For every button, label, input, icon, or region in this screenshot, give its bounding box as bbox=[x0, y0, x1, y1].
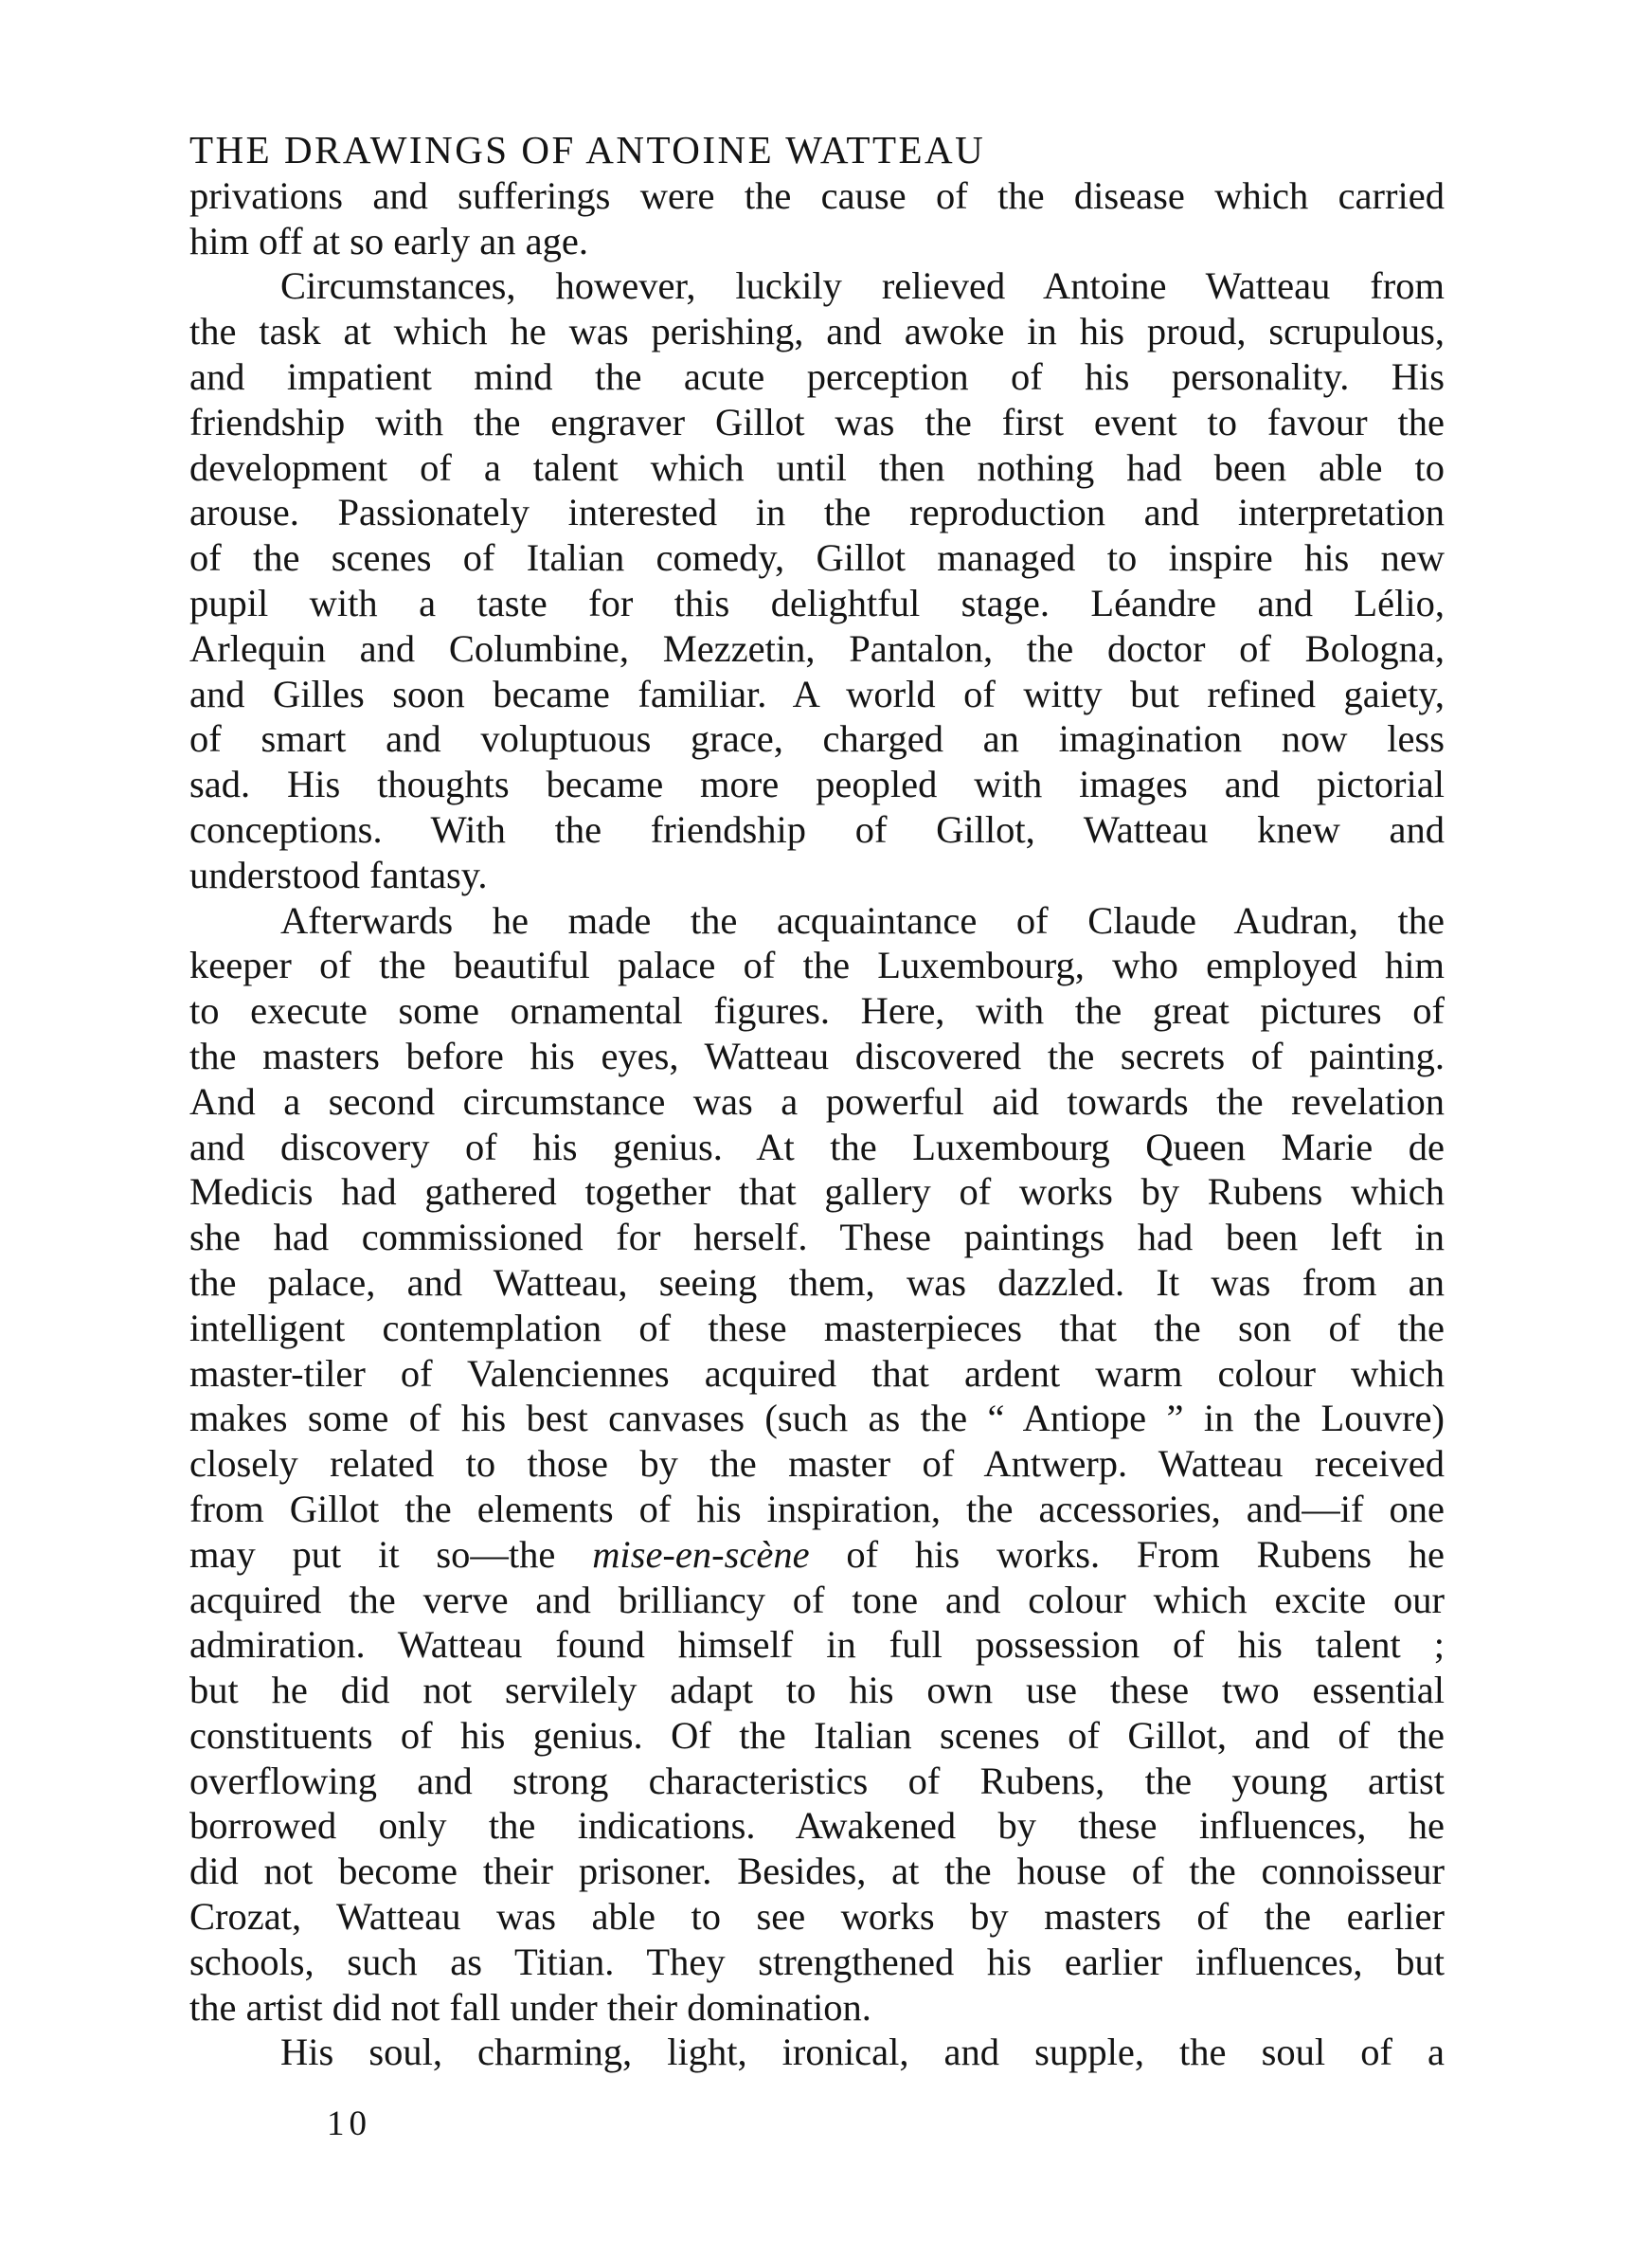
text-line: acquired the verve and brilliancy of tone and colour which excite our bbox=[189, 1578, 1445, 1621]
text-line: overflowing and strong characteristics of Rubens, the young artist bbox=[189, 1759, 1445, 1802]
paragraph-4 bbox=[189, 2030, 1445, 2075]
text-line: from Gillot the elements of his inspiration, the accessories, and—if one bbox=[189, 1487, 1445, 1530]
text-line: conceptions. With the friendship of Gillot, Watteau knew and bbox=[189, 807, 1445, 851]
text-line: His soul, charming, light, ironical, and supple, the soul of a bbox=[280, 2031, 1445, 2074]
text-line: Arlequin and Columbine, Mezzetin, Pantalon, the doctor of Bologna, bbox=[189, 626, 1445, 670]
text-line: borrowed only the indications. Awakened by these influences, he bbox=[189, 1804, 1445, 1848]
page-number: 10 bbox=[327, 2104, 371, 2143]
text-line: Afterwards he made the acquaintance of Claude Audran, the bbox=[280, 898, 1445, 942]
text-line: makes some of his best canvases (such as the “ Antiope ” in the Louvre) bbox=[189, 1397, 1445, 1440]
text-line: keeper of the beautiful palace of the Luxembourg, who employed him bbox=[189, 944, 1445, 987]
text-line: And a second circumstance was a powerful aid towards the revelation bbox=[189, 1079, 1445, 1123]
text-line: friendship with the engraver Gillot was the first event to favour the bbox=[189, 400, 1445, 443]
text-line: closely related to those by the master of Antwerp. Watteau received bbox=[189, 1442, 1445, 1486]
text-line: privations and sufferings were the cause of the disease which carried bbox=[189, 173, 1445, 217]
text-line: Crozat, Watteau was able to see works by masters of the earlier bbox=[189, 1895, 1445, 1939]
text-line: she had commissioned for herself. These paintings had been left in bbox=[189, 1216, 1445, 1259]
text-line: but he did not servilely adapt to his own use these two essential bbox=[189, 1669, 1445, 1712]
text-block bbox=[189, 128, 1445, 2075]
italic-phrase: mise-en-scène bbox=[592, 1532, 810, 1576]
text-line: understood fantasy. bbox=[189, 853, 488, 896]
text-line: and Gilles soon became familiar. A world of witty but refined gaiety, bbox=[189, 672, 1445, 715]
text-line: did not become their prisoner. Besides, at the house of the connoisseur bbox=[189, 1850, 1445, 1893]
text-line: intelligent contemplation of these masterpieces that the son of the bbox=[189, 1306, 1445, 1349]
paragraph-1 bbox=[189, 173, 1445, 264]
text-line: him off at so early an age. bbox=[189, 219, 588, 262]
text-line: sad. His thoughts became more peopled with images and pictorial bbox=[189, 763, 1445, 806]
text-line: arouse. Passionately interested in the reproduction and interpretation bbox=[189, 491, 1445, 534]
running-head: THE DRAWINGS OF ANTOINE WATTEAU bbox=[189, 128, 986, 172]
text-line: the artist did not fall under their domination. bbox=[189, 1985, 871, 2029]
text-line: to execute some ornamental figures. Here, with the great pictures of bbox=[189, 989, 1445, 1033]
text-line: Circumstances, however, luckily relieved Antoine Watteau from bbox=[280, 264, 1445, 308]
paragraph-2 bbox=[189, 263, 1445, 897]
text-line: constituents of his genius. Of the Italian scenes of Gillot, and of the bbox=[189, 1713, 1445, 1757]
text-line: schools, such as Titian. They strengthened his earlier influences, but bbox=[189, 1940, 1445, 1983]
text-line: of smart and voluptuous grace, charged an imagination now less bbox=[189, 717, 1445, 761]
text-line: Medicis had gathered together that gallery of works by Rubens which bbox=[189, 1170, 1445, 1214]
text-fragment: may put it so—the bbox=[189, 1532, 593, 1576]
text-line: the palace, and Watteau, seeing them, was dazzled. It was from an bbox=[189, 1260, 1445, 1304]
paragraph-3 bbox=[189, 898, 1445, 2031]
text-line: master-tiler of Valenciennes acquired that ardent warm colour which bbox=[189, 1351, 1445, 1395]
text-line: and impatient mind the acute perception of his personality. His bbox=[189, 354, 1445, 398]
text-line-with-italic bbox=[189, 1532, 1445, 1578]
text-fragment: of his works. From Rubens he bbox=[809, 1532, 1445, 1576]
text-line: pupil with a taste for this delightful stage. Léandre and Lélio, bbox=[189, 581, 1445, 624]
text-line: of the scenes of Italian comedy, Gillot managed to inspire his new bbox=[189, 536, 1445, 580]
text-line: and discovery of his genius. At the Luxembourg Queen Marie de bbox=[189, 1125, 1445, 1168]
text-line: admiration. Watteau found himself in full possession of his talent ; bbox=[189, 1623, 1445, 1667]
text-line: development of a talent which until then nothing had been able to bbox=[189, 445, 1445, 489]
text-line: the masters before his eyes, Watteau discovered the secrets of painting. bbox=[189, 1034, 1445, 1077]
text-line: the task at which he was perishing, and awoke in his proud, scrupulous, bbox=[189, 310, 1445, 353]
